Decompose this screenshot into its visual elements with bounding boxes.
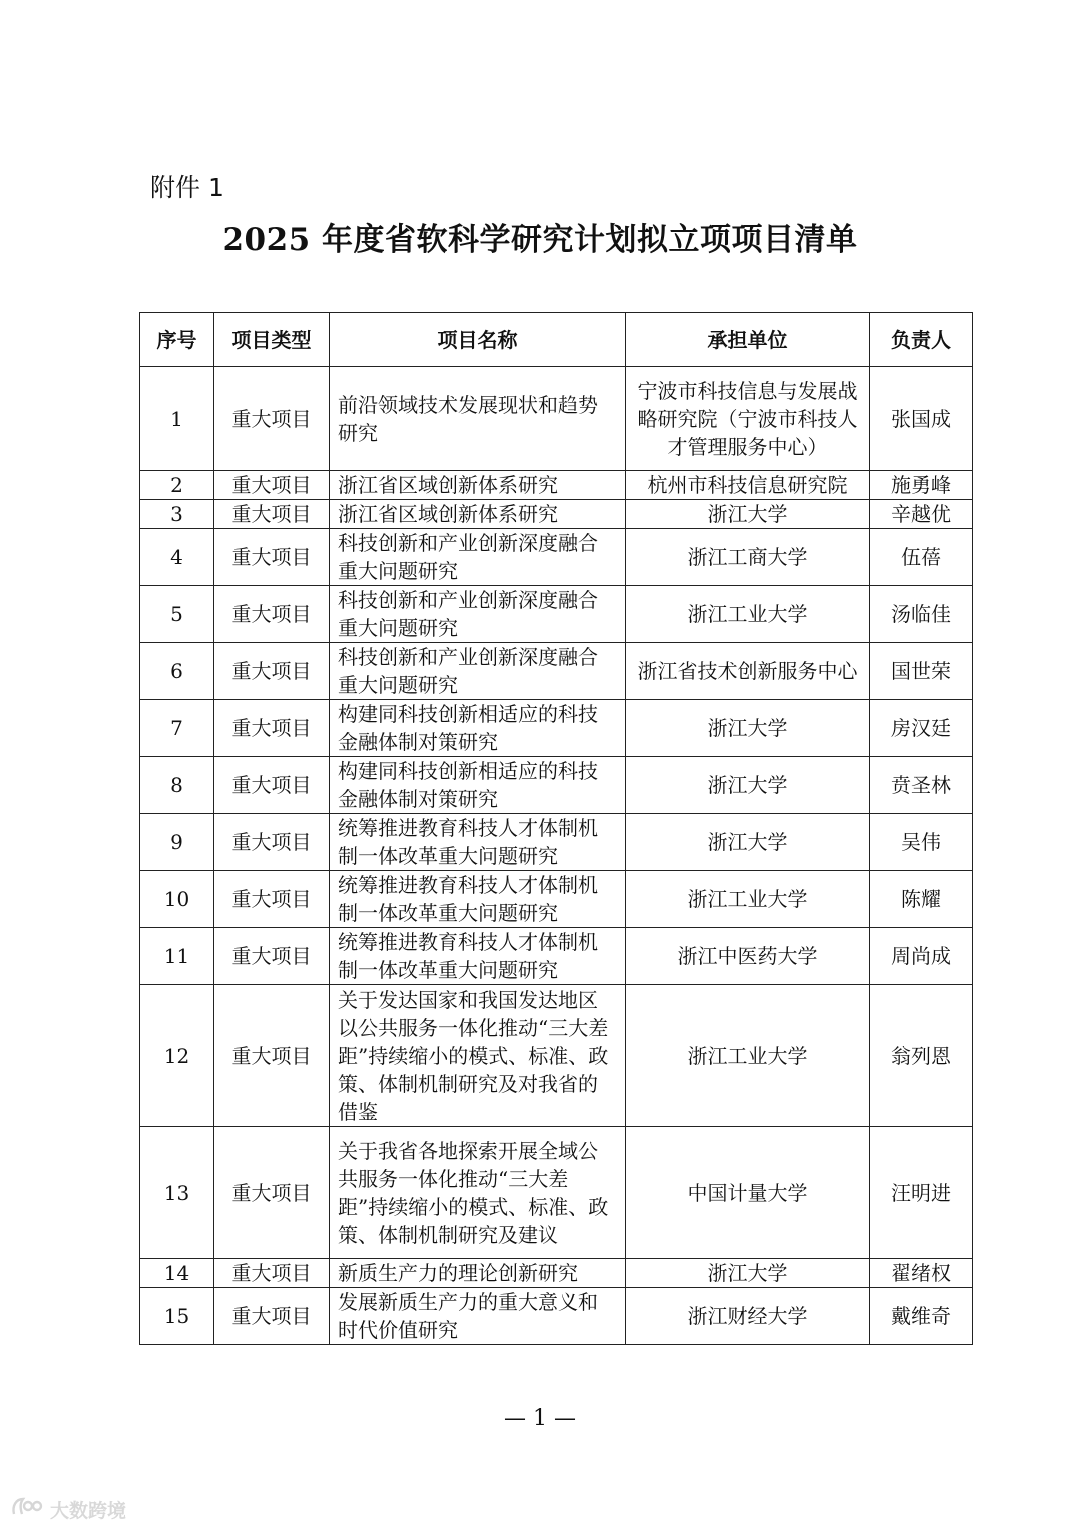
cell-type: 重大项目 xyxy=(214,586,330,643)
cell-no: 14 xyxy=(140,1259,214,1288)
cell-type: 重大项目 xyxy=(214,871,330,928)
cell-type: 重大项目 xyxy=(214,1259,330,1288)
cell-type: 重大项目 xyxy=(214,471,330,500)
cell-type: 重大项目 xyxy=(214,700,330,757)
cell-no: 4 xyxy=(140,529,214,586)
cell-leader: 戴维奇 xyxy=(870,1288,973,1345)
cell-type: 重大项目 xyxy=(214,367,330,471)
column-header-leader: 负责人 xyxy=(870,313,973,367)
project-table xyxy=(139,312,973,1345)
cell-unit: 浙江工业大学 xyxy=(626,985,870,1127)
cell-no: 6 xyxy=(140,643,214,700)
cell-name: 前沿领域技术发展现状和趋势研究 xyxy=(330,367,626,471)
cell-leader: 翁列恩 xyxy=(870,985,973,1127)
cell-no: 12 xyxy=(140,985,214,1127)
cell-unit: 中国计量大学 xyxy=(626,1127,870,1259)
cell-no: 10 xyxy=(140,871,214,928)
cell-type: 重大项目 xyxy=(214,928,330,985)
table-row xyxy=(140,757,973,814)
cell-no: 1 xyxy=(140,367,214,471)
cell-no: 3 xyxy=(140,500,214,529)
attachment-label: 附件 1 xyxy=(150,173,224,202)
table-row xyxy=(140,985,973,1127)
table-row xyxy=(140,367,973,471)
cell-no: 8 xyxy=(140,757,214,814)
table-row xyxy=(140,643,973,700)
cell-name: 关于我省各地探索开展全域公共服务一体化推动“三大差距”持续缩小的模式、标准、政策、体制机制研究及建议 xyxy=(330,1127,626,1259)
cell-name: 构建同科技创新相适应的科技金融体制对策研究 xyxy=(330,757,626,814)
cell-leader: 翟绪权 xyxy=(870,1259,973,1288)
cell-no: 15 xyxy=(140,1288,214,1345)
table-row xyxy=(140,1259,973,1288)
table-row xyxy=(140,1127,973,1259)
table-header-row xyxy=(140,313,973,367)
cell-name: 新质生产力的理论创新研究 xyxy=(330,1259,626,1288)
cell-no: 5 xyxy=(140,586,214,643)
cell-unit: 浙江工业大学 xyxy=(626,586,870,643)
cell-leader: 张国成 xyxy=(870,367,973,471)
cell-leader: 伍蓓 xyxy=(870,529,973,586)
column-header-unit: 承担单位 xyxy=(626,313,870,367)
column-header-type: 项目类型 xyxy=(214,313,330,367)
cell-leader: 国世荣 xyxy=(870,643,973,700)
cell-unit: 浙江大学 xyxy=(626,757,870,814)
table-row xyxy=(140,814,973,871)
table-row xyxy=(140,700,973,757)
cell-unit: 杭州市科技信息研究院 xyxy=(626,471,870,500)
cell-name: 浙江省区域创新体系研究 xyxy=(330,471,626,500)
table-row xyxy=(140,529,973,586)
cell-name: 科技创新和产业创新深度融合重大问题研究 xyxy=(330,529,626,586)
cell-unit: 浙江大学 xyxy=(626,1259,870,1288)
cell-leader: 汪明进 xyxy=(870,1127,973,1259)
cell-unit: 浙江中医药大学 xyxy=(626,928,870,985)
cell-unit: 浙江大学 xyxy=(626,500,870,529)
table-row xyxy=(140,500,973,529)
cell-name: 浙江省区域创新体系研究 xyxy=(330,500,626,529)
cell-no: 13 xyxy=(140,1127,214,1259)
table-row xyxy=(140,471,973,500)
cell-leader: 贲圣林 xyxy=(870,757,973,814)
cell-name: 关于发达国家和我国发达地区以公共服务一体化推动“三大差距”持续缩小的模式、标准、政策、体制机制研究及对我省的借鉴 xyxy=(330,985,626,1127)
document-title: 2025 年度省软科学研究计划拟立项项目清单 xyxy=(222,222,858,258)
cell-unit: 宁波市科技信息与发展战略研究院（宁波市科技人才管理服务中心） xyxy=(626,367,870,471)
watermark-logo xyxy=(10,1496,126,1523)
cell-no: 11 xyxy=(140,928,214,985)
cell-unit: 浙江大学 xyxy=(626,814,870,871)
page-number: — 1 — xyxy=(504,1406,576,1431)
column-header-no: 序号 xyxy=(140,313,214,367)
table-row xyxy=(140,928,973,985)
cell-unit: 浙江工业大学 xyxy=(626,871,870,928)
cell-no: 7 xyxy=(140,700,214,757)
cell-type: 重大项目 xyxy=(214,500,330,529)
cell-leader: 吴伟 xyxy=(870,814,973,871)
cell-type: 重大项目 xyxy=(214,529,330,586)
cell-type: 重大项目 xyxy=(214,1288,330,1345)
watermark-icon xyxy=(10,1496,44,1523)
table-row xyxy=(140,871,973,928)
cell-unit: 浙江财经大学 xyxy=(626,1288,870,1345)
cell-name: 发展新质生产力的重大意义和时代价值研究 xyxy=(330,1288,626,1345)
cell-leader: 汤临佳 xyxy=(870,586,973,643)
table-row xyxy=(140,586,973,643)
cell-leader: 房汉廷 xyxy=(870,700,973,757)
watermark-text: 大数跨境 xyxy=(50,1500,127,1522)
cell-type: 重大项目 xyxy=(214,643,330,700)
cell-leader: 施勇峰 xyxy=(870,471,973,500)
cell-name: 构建同科技创新相适应的科技金融体制对策研究 xyxy=(330,700,626,757)
cell-unit: 浙江省技术创新服务中心 xyxy=(626,643,870,700)
cell-name: 统筹推进教育科技人才体制机制一体改革重大问题研究 xyxy=(330,814,626,871)
cell-leader: 周尚成 xyxy=(870,928,973,985)
table-row xyxy=(140,1288,973,1345)
cell-no: 9 xyxy=(140,814,214,871)
column-header-name: 项目名称 xyxy=(330,313,626,367)
cell-type: 重大项目 xyxy=(214,757,330,814)
cell-name: 统筹推进教育科技人才体制机制一体改革重大问题研究 xyxy=(330,928,626,985)
cell-type: 重大项目 xyxy=(214,814,330,871)
cell-type: 重大项目 xyxy=(214,1127,330,1259)
cell-unit: 浙江大学 xyxy=(626,700,870,757)
cell-leader: 辛越优 xyxy=(870,500,973,529)
cell-leader: 陈耀 xyxy=(870,871,973,928)
cell-name: 统筹推进教育科技人才体制机制一体改革重大问题研究 xyxy=(330,871,626,928)
cell-type: 重大项目 xyxy=(214,985,330,1127)
cell-no: 2 xyxy=(140,471,214,500)
cell-unit: 浙江工商大学 xyxy=(626,529,870,586)
cell-name: 科技创新和产业创新深度融合重大问题研究 xyxy=(330,643,626,700)
cell-name: 科技创新和产业创新深度融合重大问题研究 xyxy=(330,586,626,643)
